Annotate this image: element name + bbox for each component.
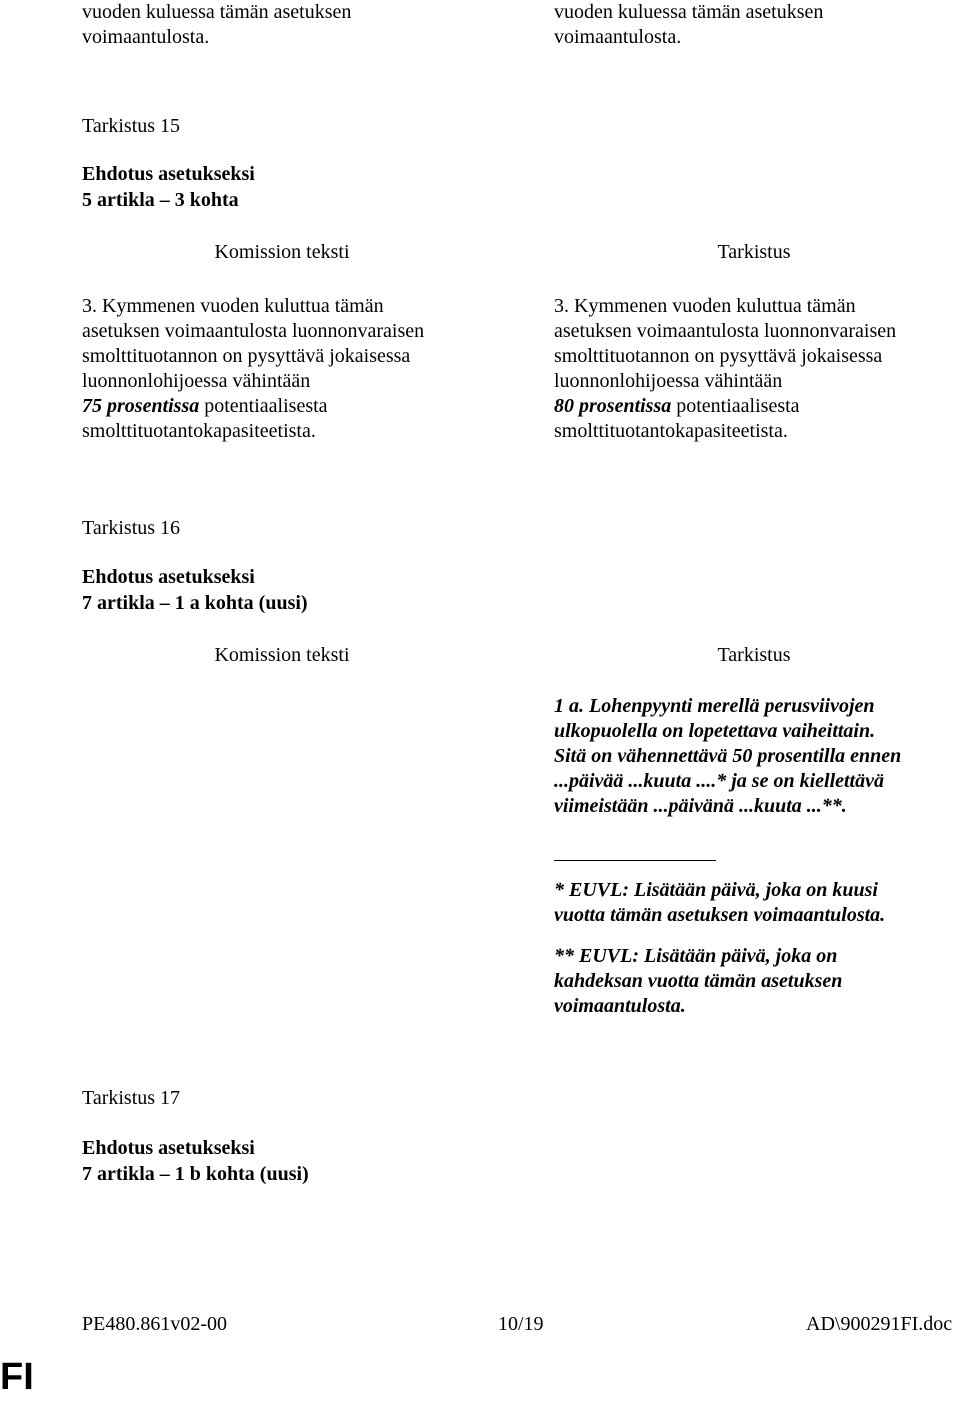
commission-text-title: Komission teksti (214, 644, 350, 666)
amendment-17-article: 7 artikla – 1 b kohta (uusi) (82, 1163, 309, 1185)
amendment-16-article: 7 artikla – 1 a kohta (uusi) (82, 592, 308, 614)
text-line: vuoden kuluessa tämän asetuksen (554, 1, 824, 23)
text-line: voimaantulosta. (554, 995, 686, 1017)
footnote-1 (554, 878, 959, 928)
text-line: vuoden kuluessa tämän asetuksen (82, 1, 352, 23)
footer-page-number: 10/19 (498, 1313, 544, 1335)
amendment-16-amended-text (554, 694, 959, 819)
text-line: voimaantulosta. (82, 26, 210, 48)
carryover-left (82, 0, 482, 50)
footer-file-name: AD\900291FI.doc (806, 1313, 953, 1335)
text-line: luonnonlohijoessa vähintään (554, 370, 783, 392)
changed-text: 80 prosentissa (554, 395, 672, 417)
amendment-15-heading: Tarkistus 15 (82, 115, 181, 137)
language-code: FI (0, 1356, 34, 1398)
footnote-2 (554, 944, 959, 1019)
amendment-15-commission-text (82, 294, 482, 444)
text-line: 3. Kymmenen vuoden kuluttua tämän (554, 295, 856, 317)
text-line: 3. Kymmenen vuoden kuluttua tämän (82, 295, 384, 317)
text-line: viimeistään ...päivänä ...kuuta ...**. (554, 795, 847, 817)
amendment-15-amended-text (554, 294, 959, 444)
changed-text: 75 prosentissa (82, 395, 200, 417)
amendment-16-heading: Tarkistus 16 (82, 517, 181, 539)
amendment-15-article: 5 artikla – 3 kohta (82, 189, 239, 211)
amendment-16-proposal: Ehdotus asetukseksi (82, 566, 255, 588)
text-span: potentiaalisesta (671, 395, 800, 417)
amendment-title: Tarkistus (717, 644, 791, 666)
carryover-right (554, 0, 959, 50)
text-line: Sitä on vähennettävä 50 prosentilla ennen (554, 745, 902, 767)
footer-doc-ref: PE480.861v02-00 (82, 1313, 227, 1335)
text-line: smolttituotannon on pysyttävä jokaisessa (554, 345, 883, 367)
text-line: ulkopuolella on lopetettava vaiheittain. (554, 720, 876, 742)
text-line: asetuksen voimaantulosta luonnonvaraisen (554, 320, 897, 342)
text-line: smolttituotantokapasiteetista. (554, 420, 788, 442)
amendment-17-heading: Tarkistus 17 (82, 1087, 181, 1109)
text-span: potentiaalisesta (199, 395, 328, 417)
amendment-17-proposal: Ehdotus asetukseksi (82, 1137, 255, 1159)
text-line: voimaantulosta. (554, 26, 682, 48)
text-line (82, 394, 482, 419)
text-line: asetuksen voimaantulosta luonnonvaraisen (82, 320, 425, 342)
text-line: * EUVL: Lisätään päivä, joka on kuusi (554, 879, 878, 901)
commission-text-title: Komission teksti (214, 241, 350, 263)
text-line: kahdeksan vuotta tämän asetuksen (554, 970, 843, 992)
amendment-title: Tarkistus (717, 241, 791, 263)
amendment-15-proposal: Ehdotus asetukseksi (82, 163, 255, 185)
text-line: luonnonlohijoessa vähintään (82, 370, 311, 392)
text-line: smolttituotannon on pysyttävä jokaisessa (82, 345, 411, 367)
text-line: 1 a. Lohenpyynti merellä perusviivojen (554, 695, 875, 717)
text-line: ...päivää ...kuuta ....* ja se on kiellettävä (554, 770, 884, 792)
text-line: smolttituotantokapasiteetista. (82, 420, 316, 442)
text-line: ** EUVL: Lisätään päivä, joka on (554, 945, 838, 967)
text-line: vuotta tämän asetuksen voimaantulosta. (554, 904, 886, 926)
text-line (554, 394, 959, 419)
footnote-separator (554, 860, 716, 861)
